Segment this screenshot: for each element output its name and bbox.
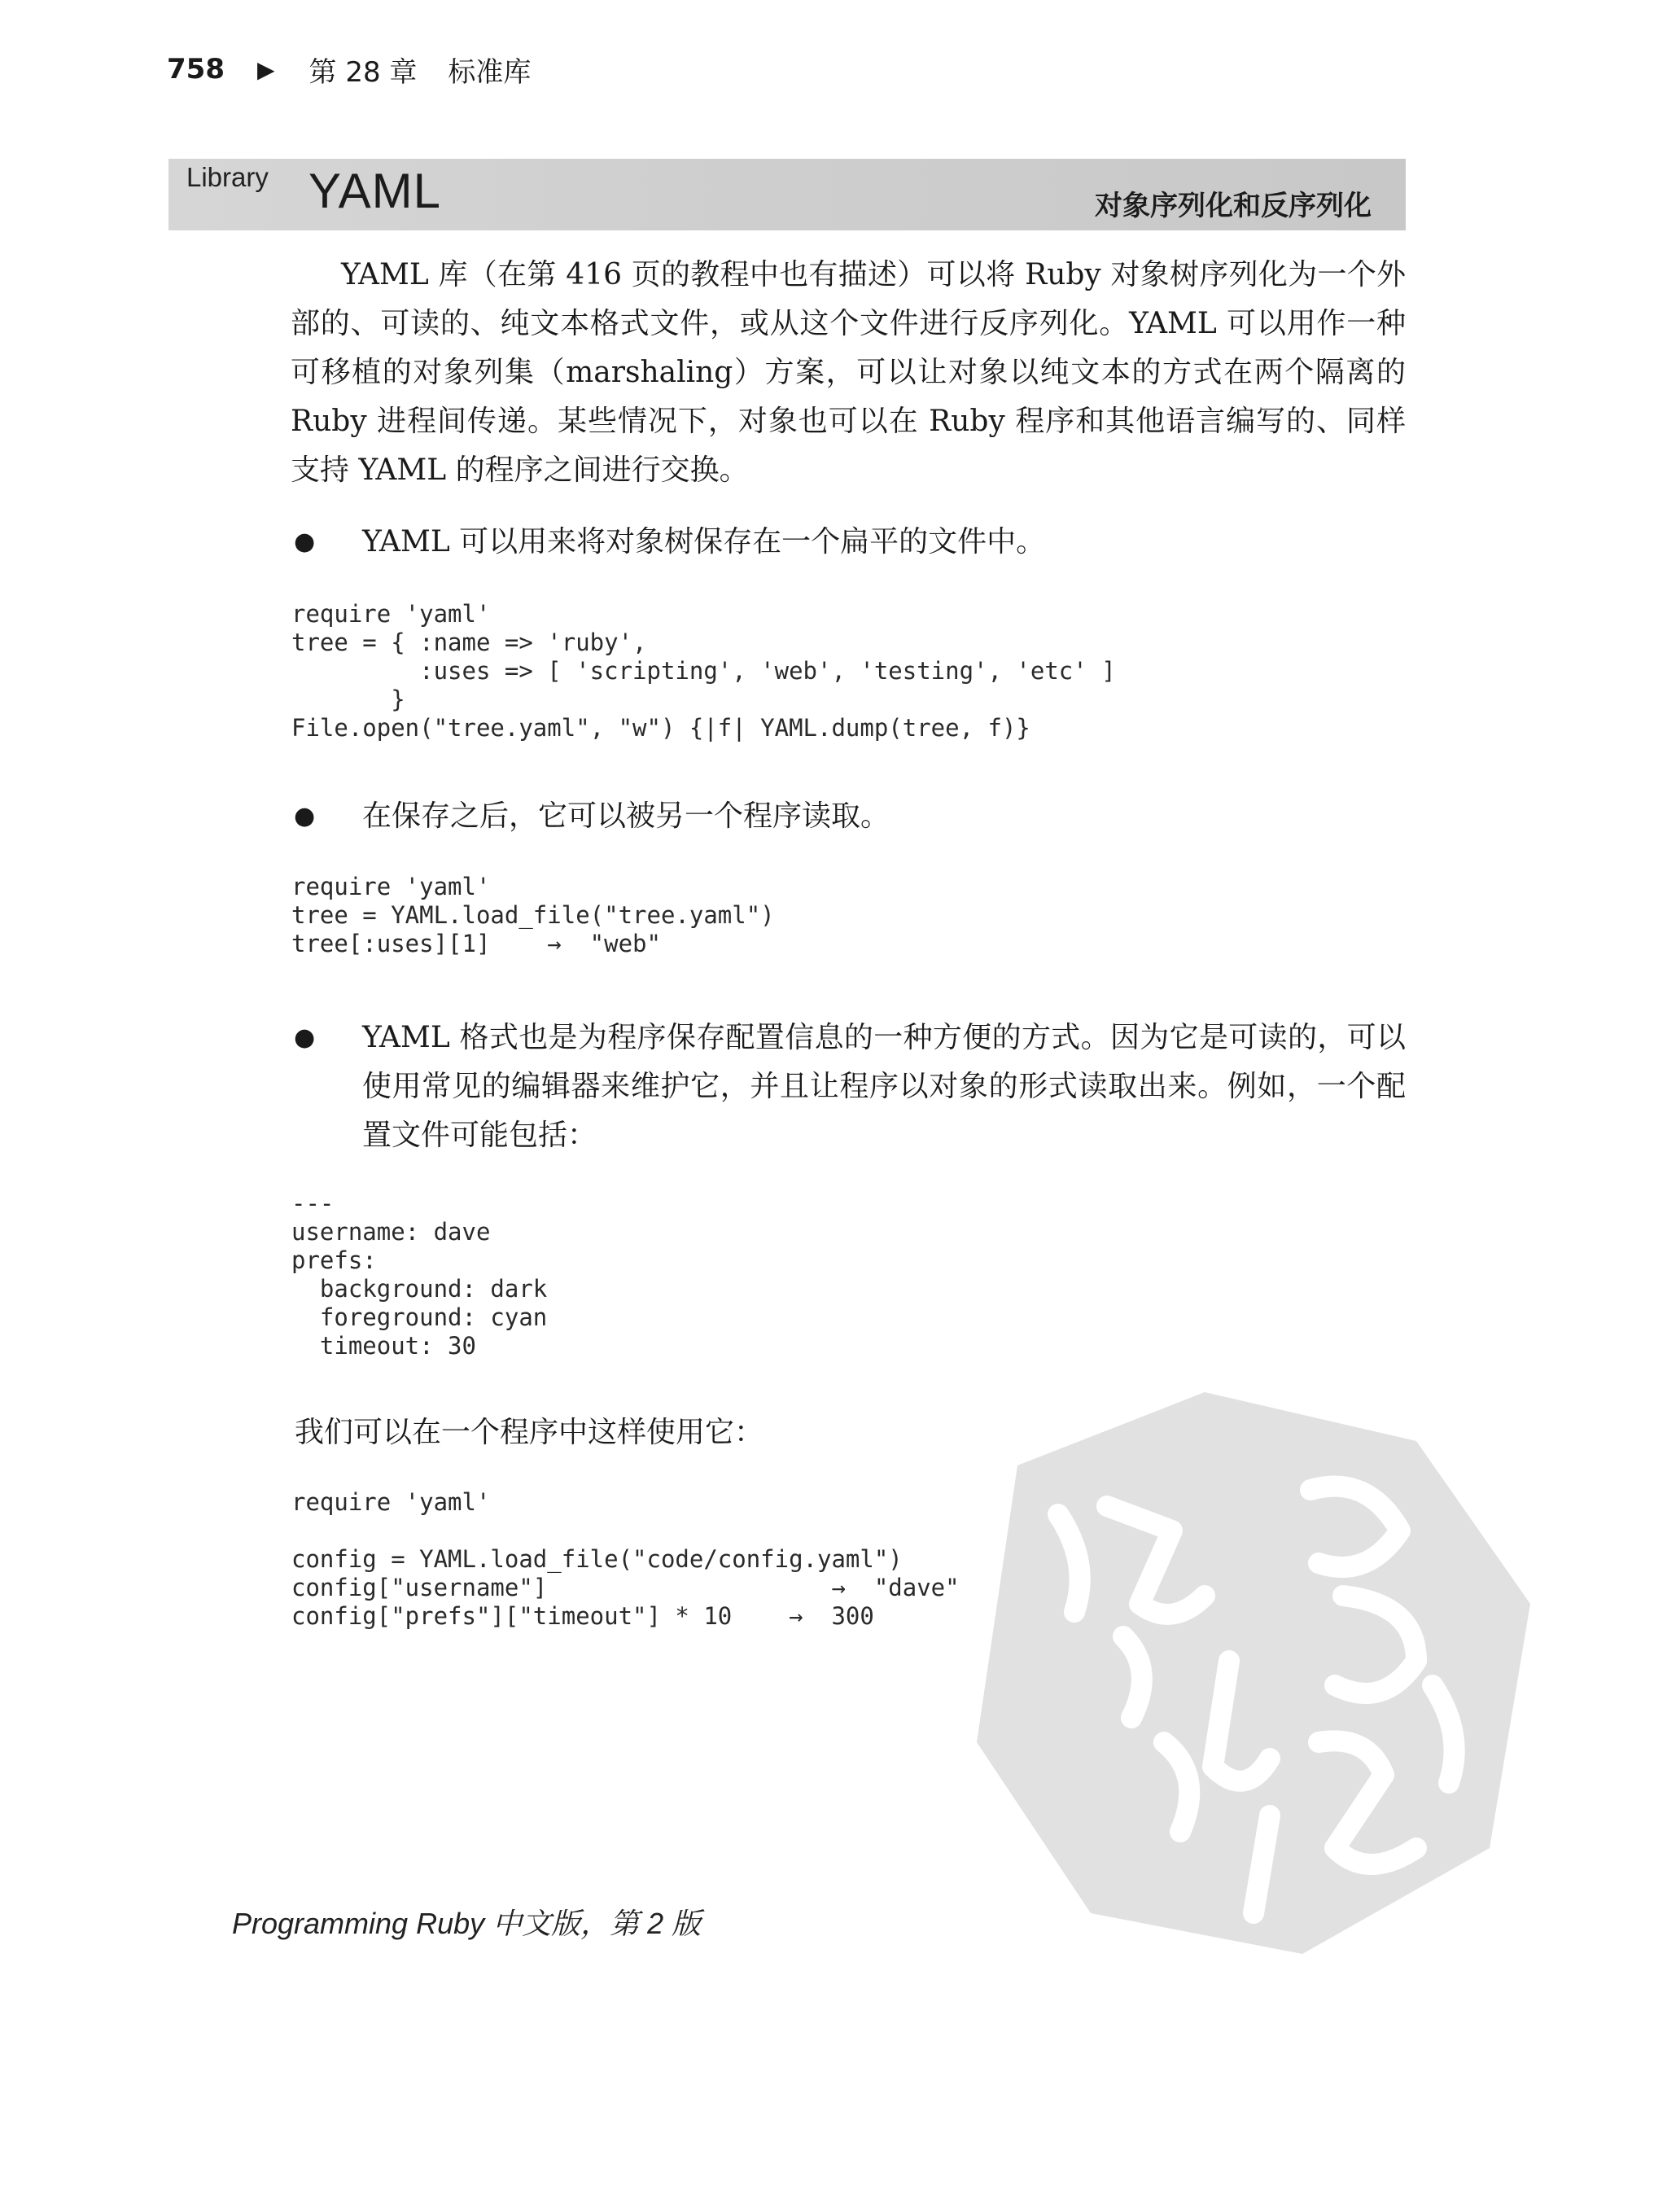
bullet-item [291,1014,1406,1160]
library-banner [168,159,1406,230]
chapter-label: 第 28 章 [308,55,418,89]
bullet-marker: ● [294,1023,316,1052]
code-block-load-tree: require 'yaml' tree = YAML.load_file("tree.yaml") tree[:uses][1] → "web" [291,873,775,957]
library-tag: Library [186,162,269,192]
bullet-item [291,792,1406,841]
bullet-text: YAML 格式也是为程序保存配置信息的一种方便的方式。因为它是可读的，可以使用常见的编辑器来维护它，并且让程序以对象的形式读取出来。例如，一个配置文件可能包括： [362,1021,1406,1152]
library-subtitle: 对象序列化和反序列化 [1095,190,1372,222]
code-block-config-yaml: --- username: dave prefs: background: dark foreground: cyan timeout: 30 [291,1189,548,1360]
code-block-use-config: require 'yaml' config = YAML.load_file("code/config.yaml") config["username"] → "dave" config["prefs"]["timeout"] * 10 → 300 [291,1488,960,1630]
bullet-text: 在保存之后，它可以被另一个程序读取。 [362,799,890,833]
intro-paragraph: YAML 库（在第 416 页的教程中也有描述）可以将 Ruby 对象树序列化为一个外部的、可读的、纯文本格式文件，或从这个文件进行反序列化。YAML 可以用作一种可移植的对象列集（marshaling）方案，可以让对象以纯文本的方式在两个隔离的 Ruby 进程间传递。某些情况下，对象也可以在 Ruby 程序和其他语言编写的、同样支持 YAML 的程序之间进行交换。 [291,258,1406,487]
running-header [167,49,531,90]
chapter-title: 标准库 [448,55,532,89]
bullet-marker: ● [294,802,316,830]
page-footer: Programming Ruby 中文版，第 2 版 [232,1907,702,1940]
bullet-text: YAML 可以用来将对象树保存在一个扁平的文件中。 [362,525,1046,558]
code-block-save-tree: require 'yaml' tree = { :name => 'ruby', :uses => [ 'scripting', 'web', 'testing', 'etc' ] } File.open("tree.yaml", "w") {|f| YAML.dump(tree, f)} [291,600,1116,742]
triangle-icon: ▶ [256,55,275,83]
bullet-item [291,518,1406,567]
bullet-marker: ● [294,528,316,556]
page-number: 758 [167,53,225,85]
seal-watermark-icon [960,1392,1547,1978]
library-title: YAML [308,164,441,218]
usage-paragraph: 我们可以在一个程序中这样使用它： [295,1416,764,1449]
